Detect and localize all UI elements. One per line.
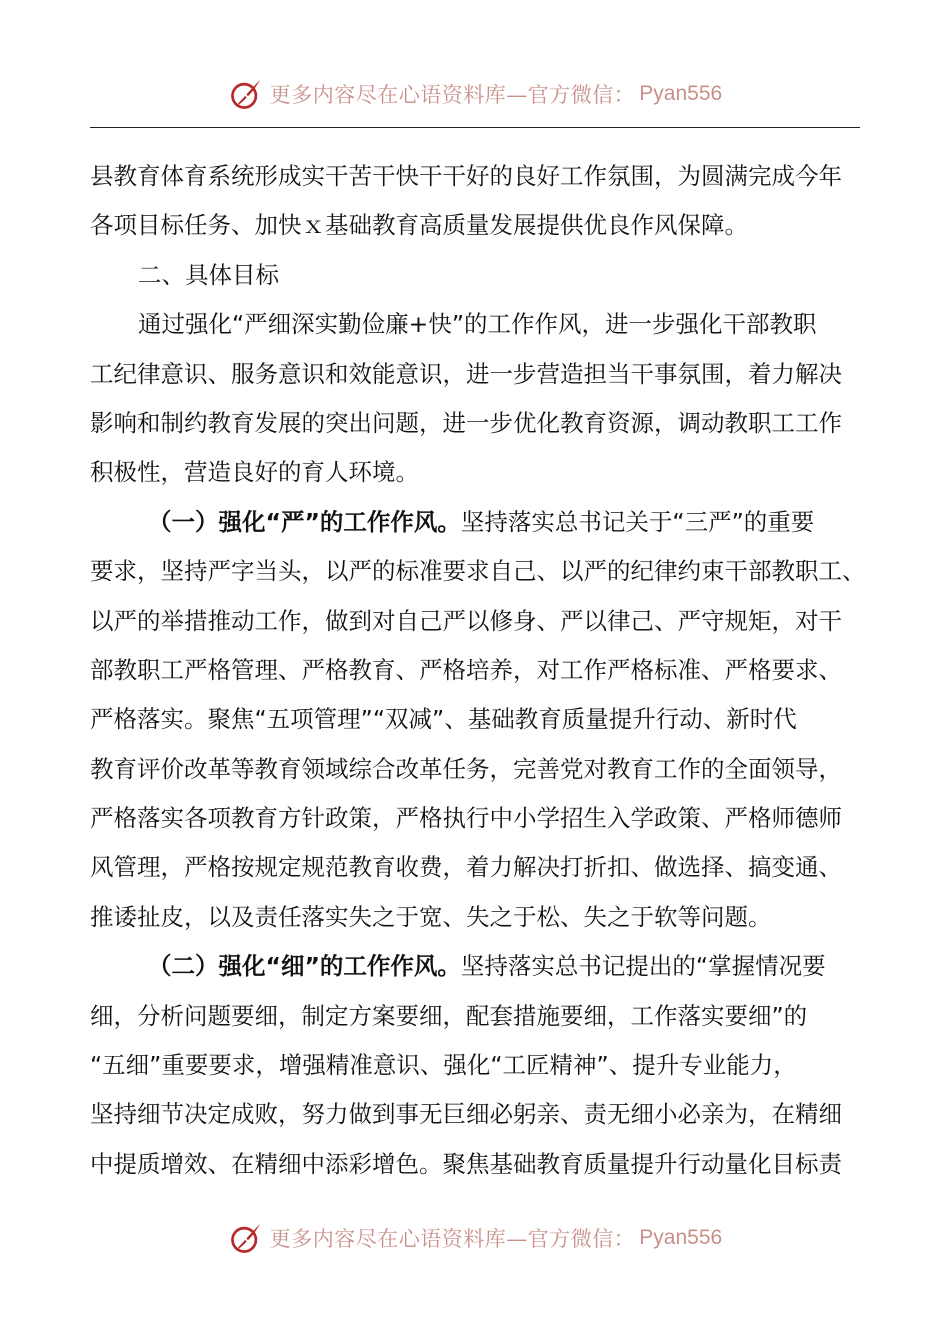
subsection-heading: （一）强化“严”的工作作风。	[148, 507, 461, 536]
text-line: 部教职工严格管理、严格教育、严格培养，对工作严格标准、严格要求、	[90, 655, 842, 684]
text-line: 严格落实。聚焦“五项管理”“双减”、基础教育质量提升行动、新时代	[90, 705, 797, 734]
subsection-heading: （二）强化“细”的工作作风。	[148, 952, 461, 981]
subsection-line: （一）强化“严”的工作作风。坚持落实总书记关于“三严”的重要	[148, 507, 815, 536]
text-line: 细，分析问题要细，制定方案要细，配套措施要细，工作落实要细”的	[90, 1001, 808, 1030]
text-line: 坚持细节决定成败，努力做到事无巨细必躬亲、责无细小必亲为，在精细	[90, 1100, 842, 1129]
text-line: 通过强化“严细深实勤俭廉+快”的工作作风，进一步强化干部教职	[138, 310, 817, 339]
watermark-wechat-id: Pyan556	[639, 1226, 723, 1249]
text-line: 严格落实各项教育方针政策，严格执行中小学招生入学政策、严格师德师	[90, 804, 842, 833]
quill-circle-logo-icon	[228, 1220, 264, 1256]
text-line: 中提质增效、在精细中添彩增色。聚焦基础教育质量提升行动量化目标责	[90, 1149, 842, 1178]
text-line: “五细”重要要求，增强精准意识、强化“工匠精神”、提升专业能力，	[90, 1051, 797, 1080]
subsection-line: （二）强化“细”的工作作风。坚持落实总书记提出的“掌握情况要	[148, 952, 826, 981]
text-line: 工纪律意识、服务意识和效能意识，进一步营造担当干事氛围，着力解决	[90, 359, 842, 388]
quill-circle-logo-icon	[228, 76, 264, 112]
header-watermark	[0, 72, 950, 116]
text-line: 教育评价改革等教育领域综合改革任务，完善党对教育工作的全面领导，	[90, 754, 842, 783]
watermark-wechat-id: Pyan556	[639, 82, 723, 105]
text-line: 各项目标任务、加快ｘ基础教育高质量发展提供优良作风保障。	[90, 211, 748, 240]
watermark-text: 更多内容尽在心语资料库—官方微信：	[269, 1227, 636, 1251]
section-heading: 二、具体目标	[138, 260, 279, 289]
text-line: 积极性，营造良好的育人环境。	[90, 458, 419, 487]
text-line: 以严的举措推动工作，做到对自己严以修身、严以律己、严守规矩，对干	[90, 606, 842, 635]
text-line: 要求，坚持严字当头，以严的标准要求自己、以严的纪律约束干部教职工、	[90, 557, 866, 586]
watermark-text: 更多内容尽在心语资料库—官方微信：	[269, 83, 636, 107]
text-line: 风管理，严格按规定规范教育收费，着力解决打折扣、做选择、搞变通、	[90, 853, 842, 882]
document-body	[90, 152, 865, 1189]
header-divider	[90, 127, 860, 128]
text-line: 县教育体育系统形成实干苦干快干干好的良好工作氛围，为圆满完成今年	[90, 162, 842, 190]
footer-watermark	[0, 1216, 950, 1260]
text-line: 影响和制约教育发展的突出问题，进一步优化教育资源，调动教职工工作	[90, 408, 842, 437]
text-line: 推诿扯皮，以及责任落实失之于宽、失之于松、失之于软等问题。	[90, 902, 772, 931]
